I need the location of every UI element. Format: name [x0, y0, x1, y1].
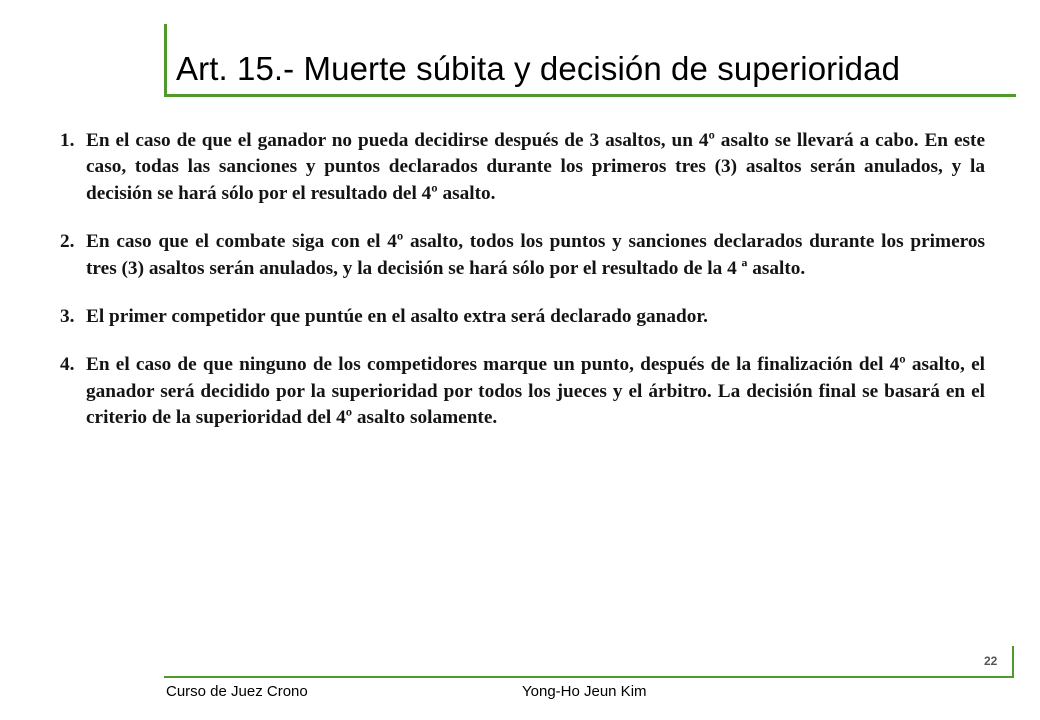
list-item-number: 1.	[60, 130, 75, 151]
list-item	[60, 128, 985, 207]
footer-author-name: Yong-Ho Jeun Kim	[522, 683, 647, 700]
page-number: 22	[984, 654, 998, 668]
list-item-number: 3.	[60, 306, 75, 328]
title-underline	[164, 94, 1016, 97]
list-item-text: El primer competidor que puntúe en el asalto extra será declarado ganador.	[86, 306, 708, 328]
footer-line	[164, 676, 1014, 678]
list-item-text: En caso que el combate siga con el 4º asalto, todos los puntos y sanciones declarados durante los primeros tres (3) asaltos serán anulados, y la decisión se hará sólo por el resultado de la 4 ª asalto.	[86, 231, 985, 279]
article-content	[60, 128, 985, 432]
list-item	[60, 229, 985, 282]
list-item-text: En el caso de que ninguno de los competidores marque un punto, después de la finalización del 4º asalto, el ganador será decidido por la superioridad por todos los jueces y el árbitro. La decisión final se basará en el criterio de la superioridad del 4º asalto solamente.	[86, 354, 985, 429]
list-item-text: En el caso de que el ganador no pueda decidirse después de 3 asaltos, un 4º asalto se llevará a cabo. En este caso, todas las sanciones y puntos declarados durante los primeros tres (3) asaltos serán anulados, y la decisión se hará sólo por el resultado del 4º asalto.	[86, 130, 985, 204]
list-item-number: 2.	[60, 231, 75, 253]
list-item	[60, 352, 985, 431]
slide-title: Art. 15.- Muerte súbita y decisión de superioridad	[176, 50, 901, 87]
list-item-number: 4.	[60, 354, 75, 376]
title-accent-vertical-line	[164, 24, 167, 96]
list-item	[60, 304, 985, 330]
footer-course-name: Curso de Juez Crono	[166, 683, 308, 700]
footer-accent-vertical-line	[1012, 646, 1014, 676]
